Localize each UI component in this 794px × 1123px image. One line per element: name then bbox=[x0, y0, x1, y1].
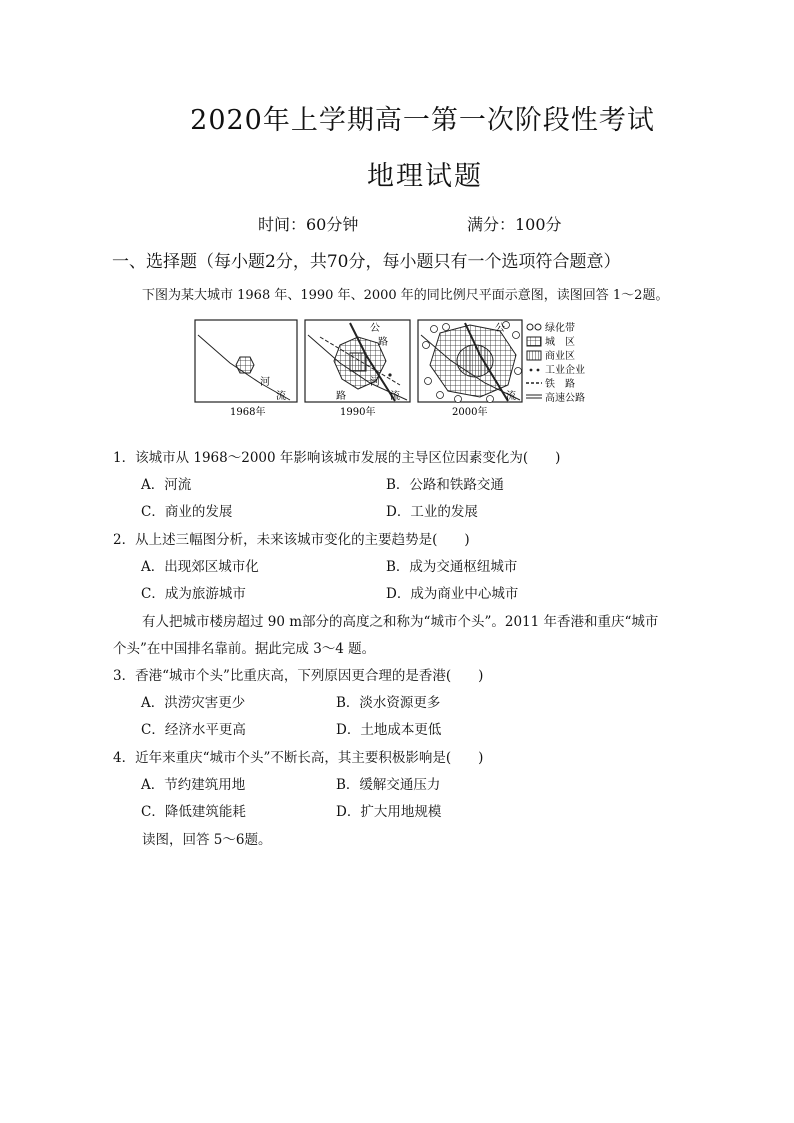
map-panel-1990 bbox=[305, 320, 410, 418]
q2-option-b: B．成为交通枢纽城市 bbox=[386, 559, 518, 575]
question-1-stem: 1．该城市从 1968～2000 年影响该城市发展的主导区位因素变化为( ) bbox=[113, 450, 561, 466]
q3-option-c: C．经济水平更高 bbox=[141, 722, 246, 738]
exam-score: 满分：100分 bbox=[467, 215, 562, 234]
legend-urban: 城 区 bbox=[545, 337, 575, 348]
map-panel-1968 bbox=[195, 320, 297, 418]
q1-option-c: C．商业的发展 bbox=[141, 504, 233, 520]
q2-option-c: C．成为旅游城市 bbox=[141, 586, 246, 602]
river-label-he: 河 bbox=[370, 377, 380, 388]
city-maps-figure bbox=[190, 315, 610, 420]
legend-greenbelt: 绿化带 bbox=[545, 323, 575, 334]
exam-time: 时间：60分钟 bbox=[258, 215, 359, 234]
legend-railway: 铁 路 bbox=[545, 379, 575, 390]
year-label-2000: 2000年 bbox=[452, 407, 488, 418]
legend-industry: 工业企业 bbox=[545, 365, 585, 376]
q1-option-a: A．河流 bbox=[141, 477, 192, 493]
q3-option-d: D．土地成本更低 bbox=[336, 722, 442, 738]
q4-option-c: C．降低建筑能耗 bbox=[141, 804, 246, 820]
section-heading: 一、选择题（每小题2分，共70分，每小题只有一个选项符合题意） bbox=[112, 252, 621, 272]
legend-commercial: 商业区 bbox=[545, 351, 575, 362]
road-label-lu: 路 bbox=[378, 337, 388, 348]
closing-instruction: 读图，回答 5～6题。 bbox=[142, 832, 272, 848]
river-label-1: 河 bbox=[260, 377, 270, 388]
river-label-2000: 流 bbox=[506, 391, 516, 402]
map-legend bbox=[526, 321, 585, 404]
passage-line-1: 有人把城市楼房超过 90 m部分的高度之和称为“城市个头”。2011 年香港和重庆“城市 bbox=[142, 614, 659, 630]
question-3-stem: 3．香港“城市个头”比重庆高，下列原因更合理的是香港( ) bbox=[113, 668, 484, 684]
exam-subtitle: 地理试题 bbox=[367, 161, 483, 192]
year-label-1968: 1968年 bbox=[230, 407, 266, 418]
q4-option-d: D．扩大用地规模 bbox=[336, 804, 442, 820]
question-4-stem: 4．近年来重庆“城市个头”不断长高，其主要积极影响是( ) bbox=[113, 750, 484, 766]
passage-line-2: 个头”在中国排名靠前。据此完成 3～4 题。 bbox=[113, 641, 376, 657]
rail-label-lu: 路 bbox=[336, 391, 346, 402]
q4-option-a: A．节约建筑用地 bbox=[141, 777, 246, 793]
figure-intro: 下图为某大城市 1968 年、1990 年、2000 年的同比例尺平面示意图，读图回答 1～2题。 bbox=[142, 288, 669, 303]
q3-option-a: A．洪涝灾害更少 bbox=[141, 695, 246, 711]
q2-option-a: A．出现郊区城市化 bbox=[141, 559, 259, 575]
river-label-liu: 流 bbox=[390, 391, 400, 402]
q3-option-b: B．淡水资源更多 bbox=[336, 695, 441, 711]
q1-option-d: D．工业的发展 bbox=[386, 504, 478, 520]
question-2-stem: 2．从上述三幅图分析，未来该城市变化的主要趋势是( ) bbox=[113, 532, 470, 548]
road-label-2000: 公 bbox=[495, 323, 505, 334]
q2-option-d: D．成为商业中心城市 bbox=[386, 586, 519, 602]
q1-option-b: B．公路和铁路交通 bbox=[386, 477, 504, 493]
exam-title: 2020年上学期高一第一次阶段性考试 bbox=[190, 105, 655, 136]
map-panel-2000 bbox=[418, 320, 522, 418]
year-label-1990: 1990年 bbox=[340, 407, 376, 418]
q4-option-b: B．缓解交通压力 bbox=[336, 777, 441, 793]
legend-highway: 高速公路 bbox=[545, 393, 585, 404]
road-label-gong: 公 bbox=[370, 323, 380, 334]
river-label-2: 流 bbox=[276, 391, 286, 402]
